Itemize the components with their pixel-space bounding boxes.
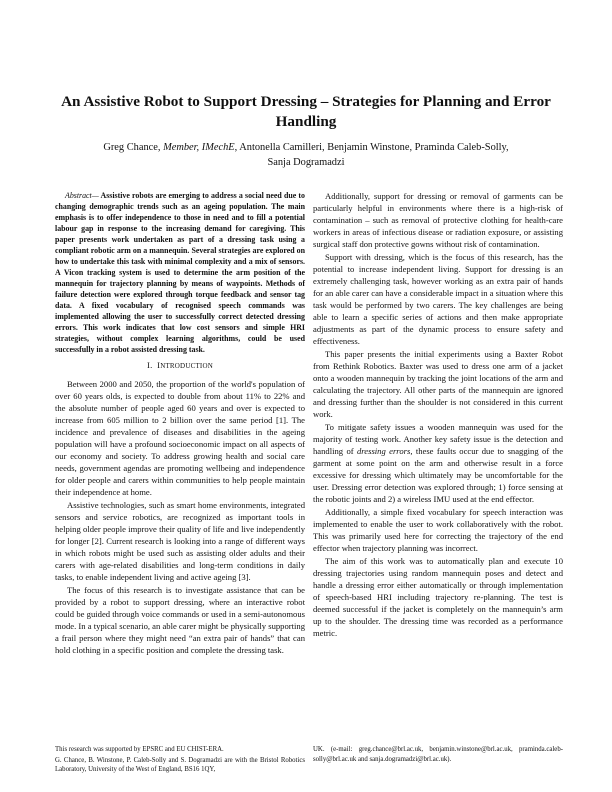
intro-paragraph-1: Between 2000 and 2050, the proportion of the world's population of over 60 years olds, is expected to double from about 11% to 22% and the absolute number of people aged 60 years and over is expected to increase from 605 million to 2 billion over the same period [1]. The incidence and prevalence of diseases and disabilities in the ageing population will have a profound socioeconomic impact on all aspects of our economy and society. To address growing health and social care needs, government agendas are promoting wellbeing and independence for older people and carers within communities to help people maintain their independence at home. (55, 379, 305, 497)
right-paragraph-4 (313, 421, 563, 505)
abstract-text: Assistive robots are emerging to address a social need due to changing demographic trends such as an ageing population. The main emphasis is to offer independence to those in need and to fill a potential labour gap in response to the increasing demand for caregiving. This paper presents work undertaken as part of a dressing task using a compliant robotic arm on a mannequin. Several strategies are explored on how to undertake this task with minimal complexity and a mix of sensors. A Vicon tracking system is used to determine the arm position of the mannequin for trajectory planning by means of waypoints. Methods of failure detection were explored through torque feedback and sensor tag data. A fixed vocabulary of recognised speech commands was implemented allowing the user to successfully correct detected dressing errors. This work indicates that low cost sensors and simple HRI strategies, without complex learning algorithms, could be used successfully in a robot assisted dressing task. (55, 191, 305, 354)
intro-paragraph-2: Assistive technologies, such as smart home environments, integrated sensors and service robotics, are recognized as important tools in helping older people improve their quality of life and live independently for longer [2]. Current research is looking into a range of different ways in which robots might be used such as assisting older adults and their carers with age-related disabilities and long-term conditions in daily tasks, to enable independent living and active ageing [3]. (55, 500, 305, 582)
right-paragraph-6: The aim of this work was to automatically plan and execute 10 dressing trajectories using random mannequin poses and detect and handle a dressing error either automatically or through implementation of speech-based HRI including trajectory re-planning. The test is deemed successful if the jacket is completely on the mannequin’s arm up to the shoulder. The dressing time was recorded as a performance metric. (313, 556, 563, 638)
left-column (55, 190, 305, 657)
right-paragraph-3: This paper presents the initial experiments using a Baxter Robot from Rethink Robotics. Baxter was used to dress one arm of a jacket onto a wooden mannequin by tracking the joint locations of the arm and calculating the trajectory. All other parts of the mannequin are ignored and dressing further than the shoulder is not considered in this current work. (313, 349, 563, 419)
footnote-left (55, 745, 305, 776)
right-paragraph-4-part2: , these faults occur due to snagging of the garment at some point on the arm and otherwise result in a force excessive for dressing which ultimately may be uncomfortable for the user. Dressing error detection was explored through; 1) force sensing at the robotic joints and 2) a wireless IMU used at the end effector. (313, 446, 564, 504)
intro-paragraph-3: The focus of this research is to investigate assistance that can be provided by a robot to support dressing, where an interactive robot could be guided through voice commands or used in a semi-autonomous mode. In a typical scenario, an able carer might be physically supporting a frail person where they might need “an extra pair of hands” that can hold clothing in a specific position and complete the dressing task. (55, 585, 305, 655)
right-paragraph-4-part1: To mitigate safety issues a wooden mannequin was used for the majority of testing work. Another key safety issue is the detection and handling of (313, 422, 563, 456)
author-membership: Member, IMechE (163, 142, 235, 153)
right-column (313, 190, 563, 640)
paper-title: An Assistive Robot to Support Dressing – Strategies for Planning and Error Handling (61, 93, 551, 130)
author-names-part2: , Antonella Camilleri, Benjamin Winstone, Praminda Caleb-Solly, (234, 142, 509, 153)
author-names-part1: Greg Chance, (103, 142, 164, 153)
dressing-errors-term: dressing errors (356, 446, 411, 456)
author-list (90, 140, 522, 170)
section-number: I. (147, 360, 153, 370)
section-heading-introduction (55, 359, 305, 372)
abstract (55, 190, 305, 355)
right-paragraph-2: Support with dressing, which is the focus of this research, has the potential to increase independent living. Support for dressing is an extremely challenging task, however working as an extra pair of hands for an able carer can have a considerable impact in a situation where this task would be performed by two carers. The key challenges are being able to learn a specific series of actions and then make appropriate adjustments as part of the dynamic process to ensure safety and effectiveness. (313, 252, 563, 346)
affiliation-footnote: G. Chance, B. Winstone, P. Caleb-Solly and S. Dogramadzi are with the Bristol Robotics Laboratory, University of the West of England, BS16 1QY, (55, 756, 305, 773)
section-title-rest: NTRODUCTION (160, 362, 213, 370)
right-paragraph-5: Additionally, a simple fixed vocabulary for speech interaction was implemented to enable the user to work collaboratively with the robot. This was primarily used here for correcting the trajectory of the end effector when trajectory planning was incorrect. (313, 507, 563, 553)
funding-footnote: This research was supported by EPSRC and EU CHIST-ERA. (55, 746, 224, 753)
right-paragraph-1: Additionally, support for dressing or removal of garments can be particularly helpful in environments where there is a high-risk of contamination – such as removal of protective clothing for health-care workers in areas of infectious disease or radiation exposure, or assisting surgical staff don protective gowns without risk of contamination. (313, 191, 563, 249)
author-names-line2: Sanja Dogramadzi (267, 157, 345, 168)
email-footnote: UK. (e-mail: greg.chance@brl.ac.uk, benjamin.winstone@brl.ac.uk, praminda.caleb-solly@brl.ac.uk and sanja.dogramadzi@brl.ac.uk). (313, 746, 563, 763)
abstract-label: Abstract— (65, 191, 99, 200)
footnote-right (313, 745, 563, 765)
section-title-initial: I (157, 360, 161, 370)
